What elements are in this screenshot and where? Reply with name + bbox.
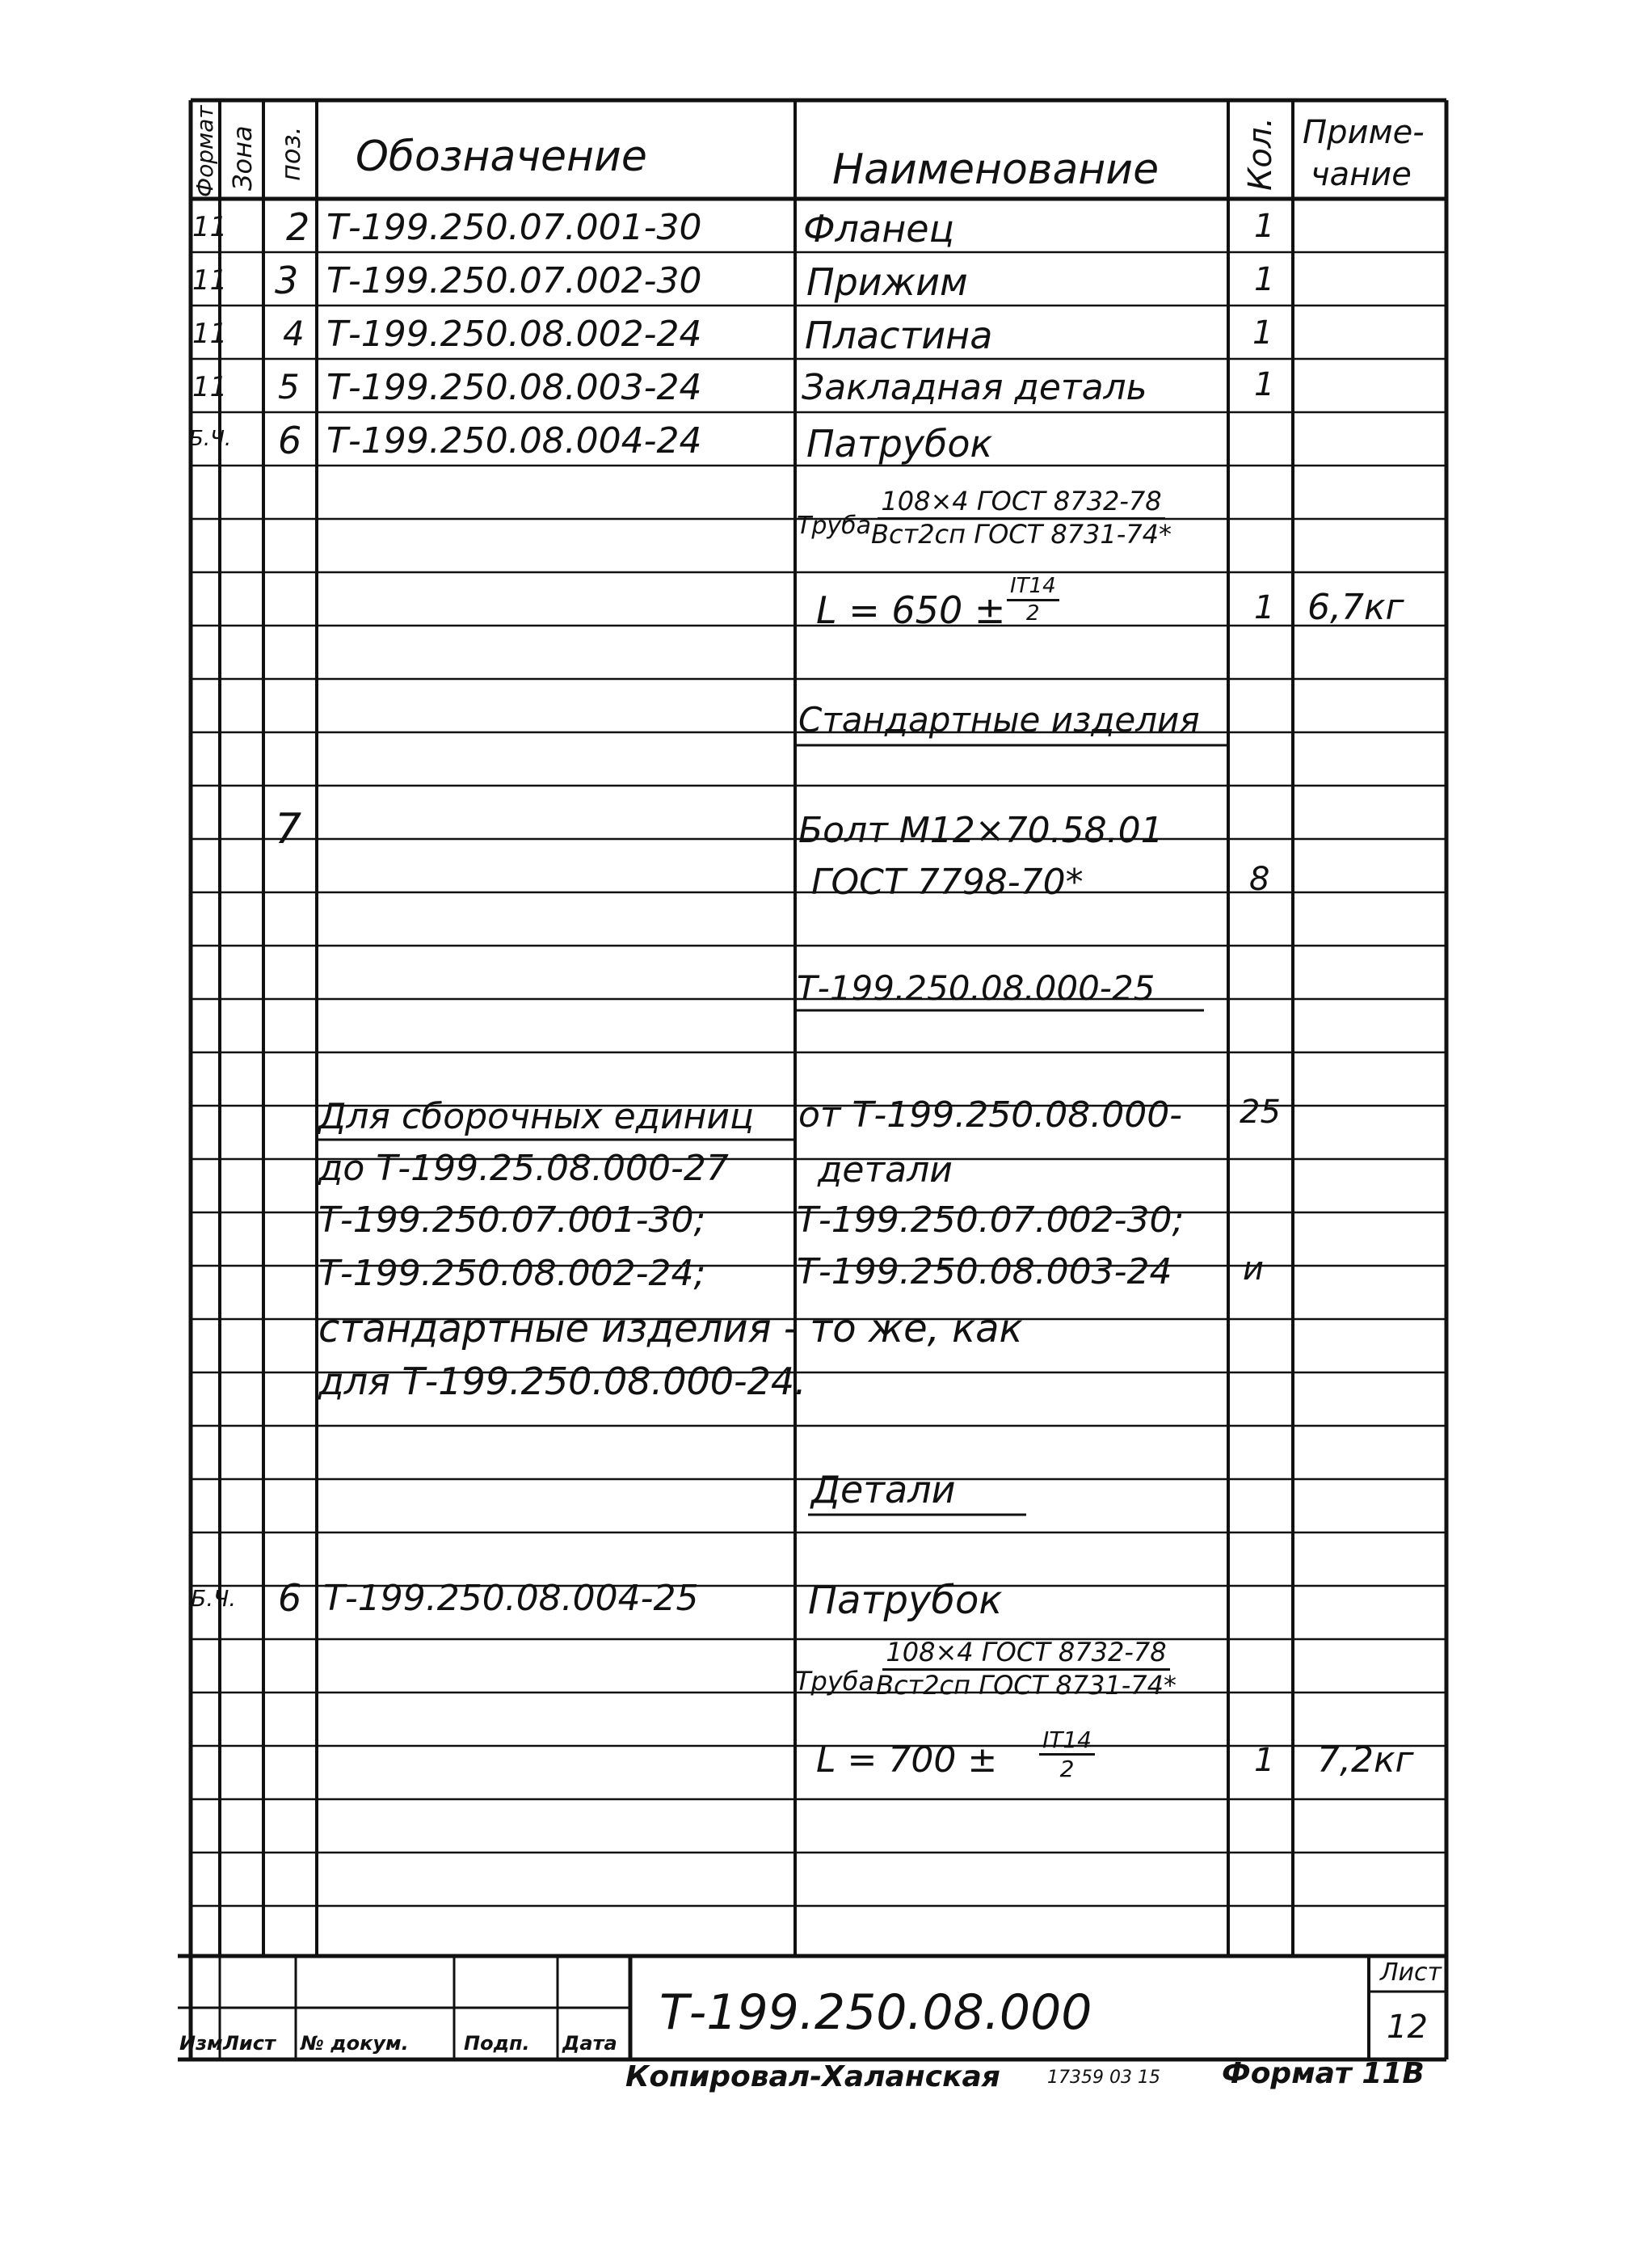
pipe-qty: 1 [1254,1742,1275,1779]
row-qty: 1 [1254,261,1275,298]
row-designation: Т-199.250.08.004-25 [323,1578,699,1619]
note-qty: и [1243,1250,1264,1288]
note-line: Т-199.250.07.001-30; [318,1199,706,1241]
row-name: Патрубок [808,1578,1003,1623]
header-qty: Кол. [1242,116,1279,191]
row-pos: 2 [286,205,310,249]
note-line: Т-199.250.07.002-30; [797,1199,1185,1241]
row-designation: Т-199.250.08.004-24 [326,420,702,462]
row-format: 11 [192,318,228,350]
row-designation: Т-199.250.07.002-30 [326,260,702,301]
note-line: до Т-199.25.08.000-27 [318,1148,729,1189]
note-line: Для сборочных единиц [318,1096,754,1137]
pipe-size-standard: 108×4 ГОСТ 8732-78 [882,1639,1169,1671]
row-format: Б.Ч. [189,427,232,451]
pipe-prefix: Труба [795,1666,875,1697]
pipe-steel-standard: Вст2сп ГОСТ 8731-74* [871,518,1172,550]
stamp-ndoc: № докум. [301,2032,409,2055]
sheet-label: Лист [1380,1958,1442,1987]
row-name: Фланец [803,207,954,251]
pipe-tolerance [1039,1728,1095,1781]
row-pos: 4 [283,314,305,353]
row-pos: 3 [275,259,299,302]
header-name: Наименование [832,145,1160,194]
row-name: Патрубок [806,422,993,466]
bolt-standard: ГОСТ 7798-70* [811,862,1084,903]
stamp-sign: Подп. [464,2032,530,2055]
pipe-length: L = 650 ± [816,588,1006,632]
row-designation: Т-199.250.08.002-24 [326,314,702,355]
row-format: 11 [192,264,228,297]
standard-items-heading: Стандартные изделия [798,700,1200,740]
row-qty: 1 [1254,208,1275,245]
bolt-qty: 8 [1249,861,1270,898]
bolt-name: Болт М12×70.58.01 [798,810,1164,851]
note-line: для Т-199.250.08.000-24. [318,1360,806,1403]
row-pos: 5 [278,367,300,407]
pipe-size-standard: 108×4 ГОСТ 8732-78 [878,488,1164,520]
note-qty: 25 [1240,1094,1281,1131]
row-format: Б.Ч. [191,1585,237,1612]
bolt-pos: 7 [275,805,302,854]
variant-heading: Т-199.250.08.000-25 [797,968,1155,1008]
pipe-steel-standard: Вст2сп ГОСТ 8731-74* [876,1669,1177,1701]
pipe-weight: 7,2кг [1317,1739,1414,1781]
pipe-tolerance-num: IT14 [1039,1728,1095,1756]
pipe-length: L = 700 ± [816,1739,998,1781]
stamp-izm: Изм [179,2032,223,2055]
note-line: Т-199.250.08.003-24 [797,1251,1172,1292]
row-qty: 1 [1252,314,1273,352]
pipe-material-fraction [876,1639,1176,1699]
pipe-tolerance [1007,575,1059,626]
note-line: детали [818,1149,953,1191]
sheet-number: 12 [1387,2009,1428,2046]
parts-heading: Детали [811,1468,956,1511]
stamp-date: Дата [562,2032,617,2055]
stamp-list: Лист [223,2032,276,2055]
row-name: Закладная деталь [802,367,1147,408]
header-pos: поз. [276,126,306,181]
row-format: 11 [192,211,228,243]
row-designation: Т-199.250.07.001-30 [326,207,702,248]
note-line: от Т-199.250.08.000- [798,1094,1183,1136]
pipe-weight: 6,7кг [1307,587,1404,628]
order-code: 17359 03 15 [1047,2068,1160,2088]
pipe-tolerance-den: 2 [1059,1756,1075,1783]
pipe-prefix: Труба [797,512,872,540]
row-format: 11 [192,371,228,403]
copied-by: Копировал-Халанская [625,2060,1000,2093]
row-name: Прижим [806,260,968,304]
header-format: Формат [192,105,218,197]
row-pos: 6 [278,419,302,462]
header-zone: Зона [227,125,258,191]
row-qty: 1 [1254,366,1275,403]
row-pos: 6 [278,1576,302,1620]
header-designation: Обозначение [356,133,647,181]
row-designation: Т-199.250.08.003-24 [326,367,702,408]
note-line: стандартные изделия - то же, как [318,1306,1023,1351]
header-note-1: Приме- [1303,114,1425,151]
pipe-qty: 1 [1254,589,1275,626]
header-note-2: чание [1311,156,1412,193]
note-line: Т-199.250.08.002-24; [318,1253,706,1294]
row-name: Пластина [805,314,993,357]
pipe-material-fraction [871,488,1172,548]
pipe-tolerance-num: IT14 [1007,575,1059,601]
sheet-format: Формат 11В [1222,2057,1425,2090]
pipe-tolerance-den: 2 [1026,601,1040,626]
document-number: Т-199.250.08.000 [659,1984,1092,2041]
